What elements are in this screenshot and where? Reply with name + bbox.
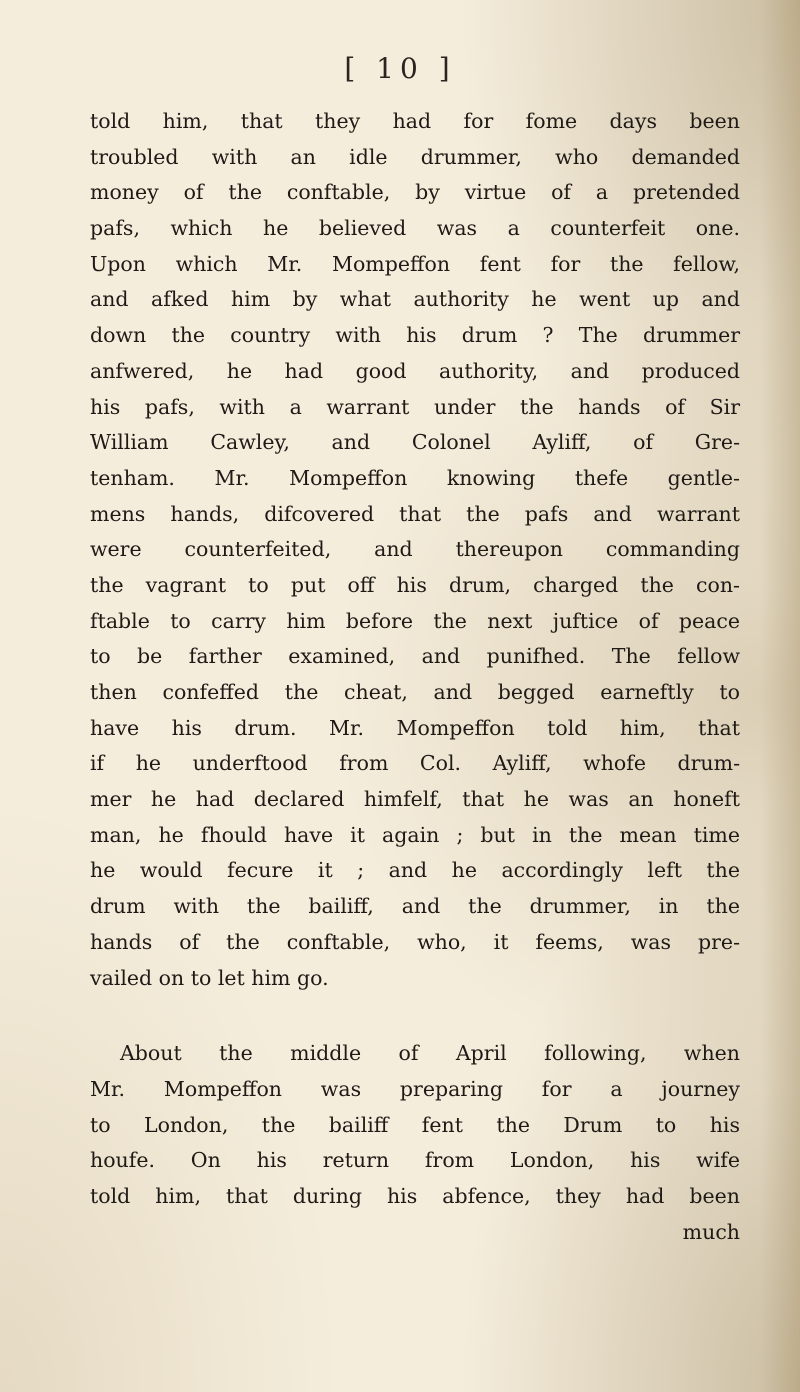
paragraph-1	[90, 104, 740, 996]
body-text	[90, 104, 740, 1250]
text-line: he would fecure it ; and he accordingly left the	[90, 858, 740, 883]
text-line: pafs, which he believed was a counterfeit one.	[90, 216, 740, 241]
text-line: tenham. Mr. Mompeffon knowing thefe gentle-	[90, 465, 740, 490]
text-line: troubled with an idle drummer, who demanded	[90, 144, 740, 169]
text-line: then confeffed the cheat, and begged earneftly to	[90, 680, 740, 704]
page-number: [ 10 ]	[344, 52, 456, 85]
text-line: his pafs, with a warrant under the hands of Sir	[90, 394, 740, 419]
text-line: have his drum. Mr. Mompeffon told him, that	[90, 715, 740, 740]
text-line: money of the conftable, by virtue of a pretended	[90, 180, 740, 205]
text-line: hands of the conftable, who, it feems, was pre-	[90, 929, 740, 954]
text-line: man, he fhould have it again ; but in the mean time	[90, 822, 740, 847]
catchword: much	[682, 1219, 740, 1244]
text-line: About the middle of April following, when	[120, 1041, 740, 1066]
text-line: ftable to carry him before the next juftice of peace	[90, 608, 740, 633]
text-line: vailed on to let him go.	[90, 965, 329, 990]
text-line: mens hands, difcovered that the pafs and warrant	[90, 501, 740, 526]
text-line: anfwered, he had good authority, and produced	[90, 358, 740, 383]
text-line: and afked him by what authority he went up and	[90, 287, 740, 312]
text-line: William Cawley, and Colonel Ayliff, of Gre-	[90, 430, 740, 455]
text-line: drum with the bailiff, and the drummer, in the	[90, 894, 740, 919]
text-line: told him, that they had for fome days been	[90, 109, 740, 133]
text-line: Upon which Mr. Mompeffon fent for the fellow,	[90, 251, 740, 276]
text-line: houfe. On his return from London, his wife	[90, 1148, 740, 1173]
text-line: mer he had declared himfelf, that he was an honeft	[90, 787, 740, 812]
text-line: if he underftood from Col. Ayliff, whofe drum-	[90, 751, 740, 776]
page-edge-shading	[760, 0, 800, 1392]
text-line: to London, the bailiff fent the Drum to his	[90, 1112, 740, 1137]
text-line: told him, that during his abfence, they had been	[90, 1183, 740, 1208]
text-line: Mr. Mompeffon was preparing for a journey	[90, 1076, 740, 1101]
text-line: down the country with his drum ? The drummer	[90, 323, 740, 348]
text-line: the vagrant to put off his drum, charged the con-	[90, 572, 740, 597]
text-line: were counterfeited, and thereupon commanding	[90, 537, 740, 562]
paragraph-2	[90, 1036, 740, 1214]
paragraph-gap	[90, 996, 740, 1036]
text-line: to be farther examined, and punifhed. The fellow	[90, 644, 740, 669]
